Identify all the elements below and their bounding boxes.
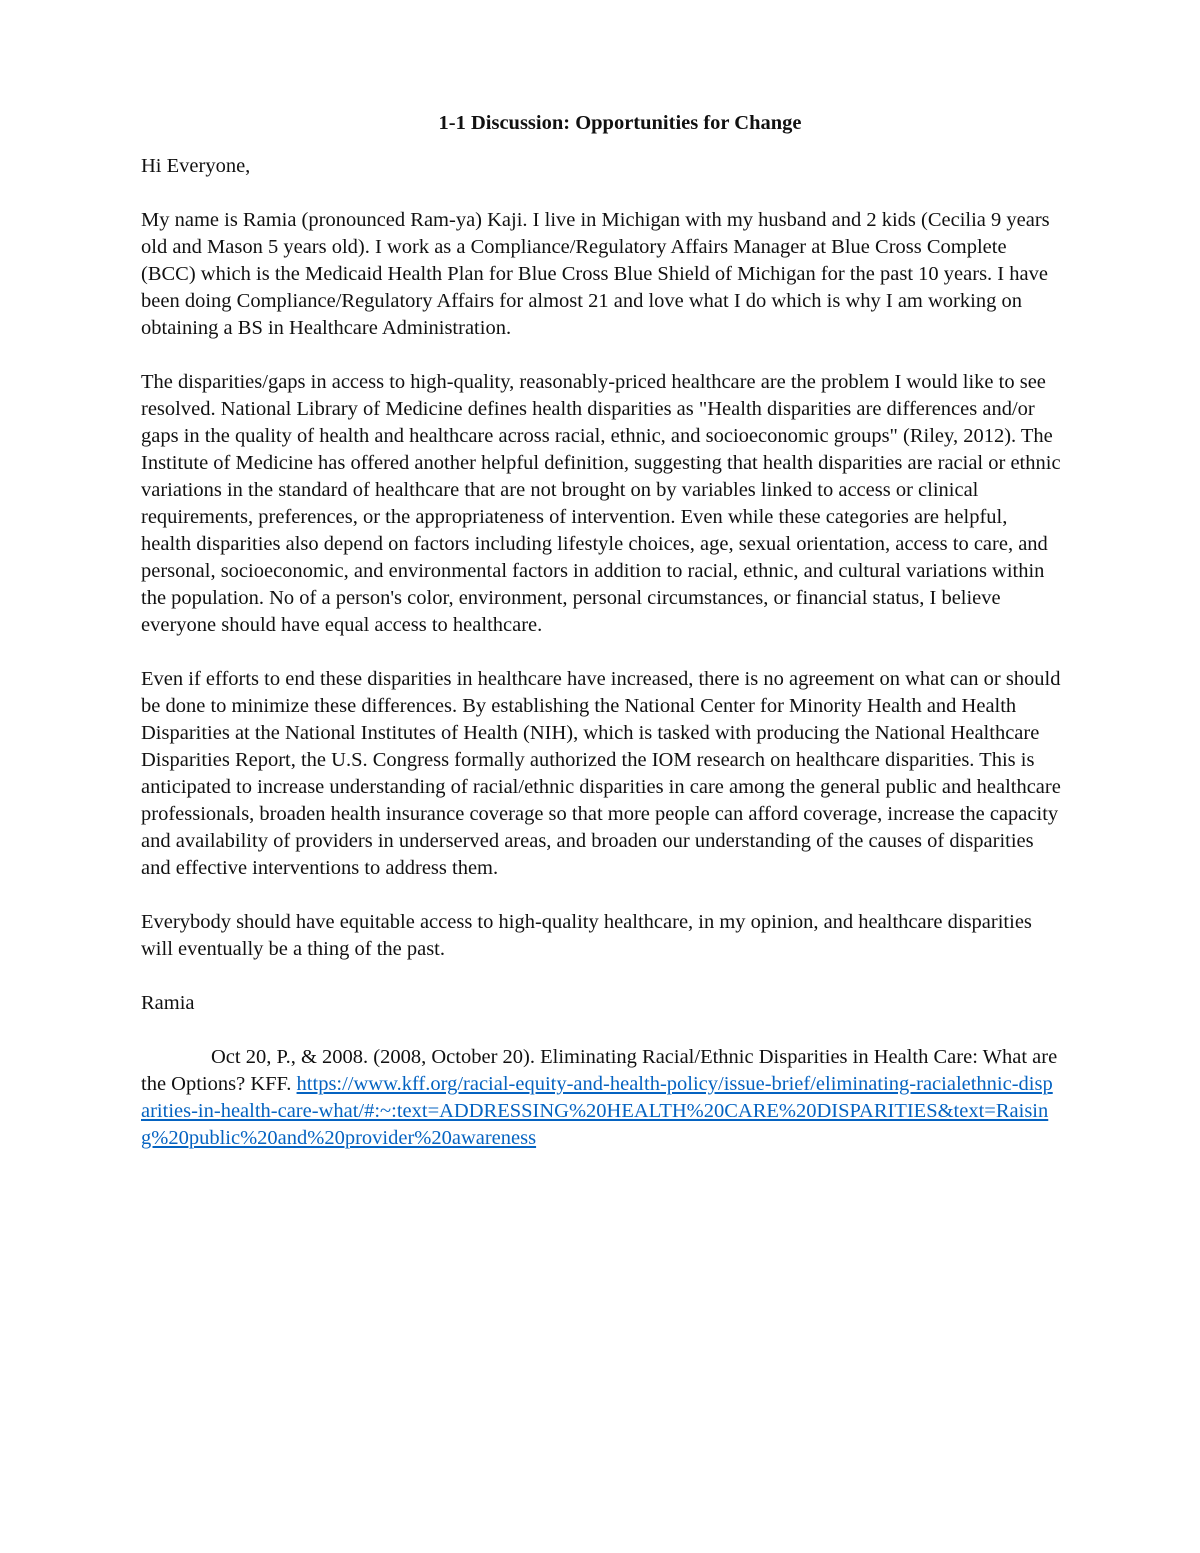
reference-entry <box>141 1044 1061 1152</box>
reference-link[interactable]: https://www.kff.org/racial-equity-and-health-policy/issue-brief/eliminating-racialethnic-disparities-in-health-care-what/#:~:text=ADDRESSING%20HEALTH%20CARE%20DISPARITIES&text=Raising%20public%20and%20provider%20awareness <box>141 1073 1053 1149</box>
paragraph-disparities: The disparities/gaps in access to high-quality, reasonably-priced healthcare are the problem I would like to see resolved. National Library of Medicine defines health disparities as "Health disparities are differences and/or gaps in the quality of health and healthcare across racial, ethnic, and socioeconomic groups" (Riley, 2012). The Institute of Medicine has offered another helpful definition, suggesting that health disparities are racial or ethnic variations in the standard of healthcare that are not brought on by variables linked to access or clinical requirements, preferences, or the appropriateness of intervention. Even while these categories are helpful, health disparities also depend on factors including lifestyle choices, age, sexual orientation, access to care, and personal, socioeconomic, and environmental factors in addition to racial, ethnic, and cultural variations within the population. No of a person's color, environment, personal circumstances, or financial status, I believe everyone should have equal access to healthcare. <box>141 371 1061 636</box>
reference-text: Oct 20, P., & 2008. (2008, October 20). Eliminating Racial/Ethnic Disparities in Health Care: What are the Options? KFF. <box>141 1046 1058 1095</box>
paragraph-efforts: Even if efforts to end these disparities in healthcare have increased, there is no agreement on what can or should be done to minimize these differences. By establishing the National Center for Minority Health and Health Disparities at the National Institutes of Health (NIH), which is tasked with producing the National Healthcare Disparities Report, the U.S. Congress formally authorized the IOM research on healthcare disparities. This is anticipated to increase understanding of racial/ethnic disparities in care among the general public and healthcare professionals, broaden health insurance coverage so that more people can afford coverage, increase the capacity and availability of providers in underserved areas, and broaden our understanding of the causes of disparities and effective interventions to address them. <box>141 668 1061 879</box>
greeting: Hi Everyone, <box>141 155 251 177</box>
document-page <box>141 110 1061 1152</box>
document-title: 1-1 Discussion: Opportunities for Change <box>438 112 802 134</box>
paragraph-conclusion: Everybody should have equitable access to high-quality healthcare, in my opinion, and healthcare disparities will eventually be a thing of the past. <box>141 911 1032 960</box>
signature: Ramia <box>141 992 195 1014</box>
paragraph-introduction: My name is Ramia (pronounced Ram-ya) Kaji. I live in Michigan with my husband and 2 kids (Cecilia 9 years old and Mason 5 years old). I work as a Compliance/Regulatory Affairs Manager at Blue Cross Complete (BCC) which is the Medicaid Health Plan for Blue Cross Blue Shield of Michigan for the past 10 years. I have been doing Compliance/Regulatory Affairs for almost 21 and love what I do which is why I am working on obtaining a BS in Healthcare Administration. <box>141 209 1050 339</box>
